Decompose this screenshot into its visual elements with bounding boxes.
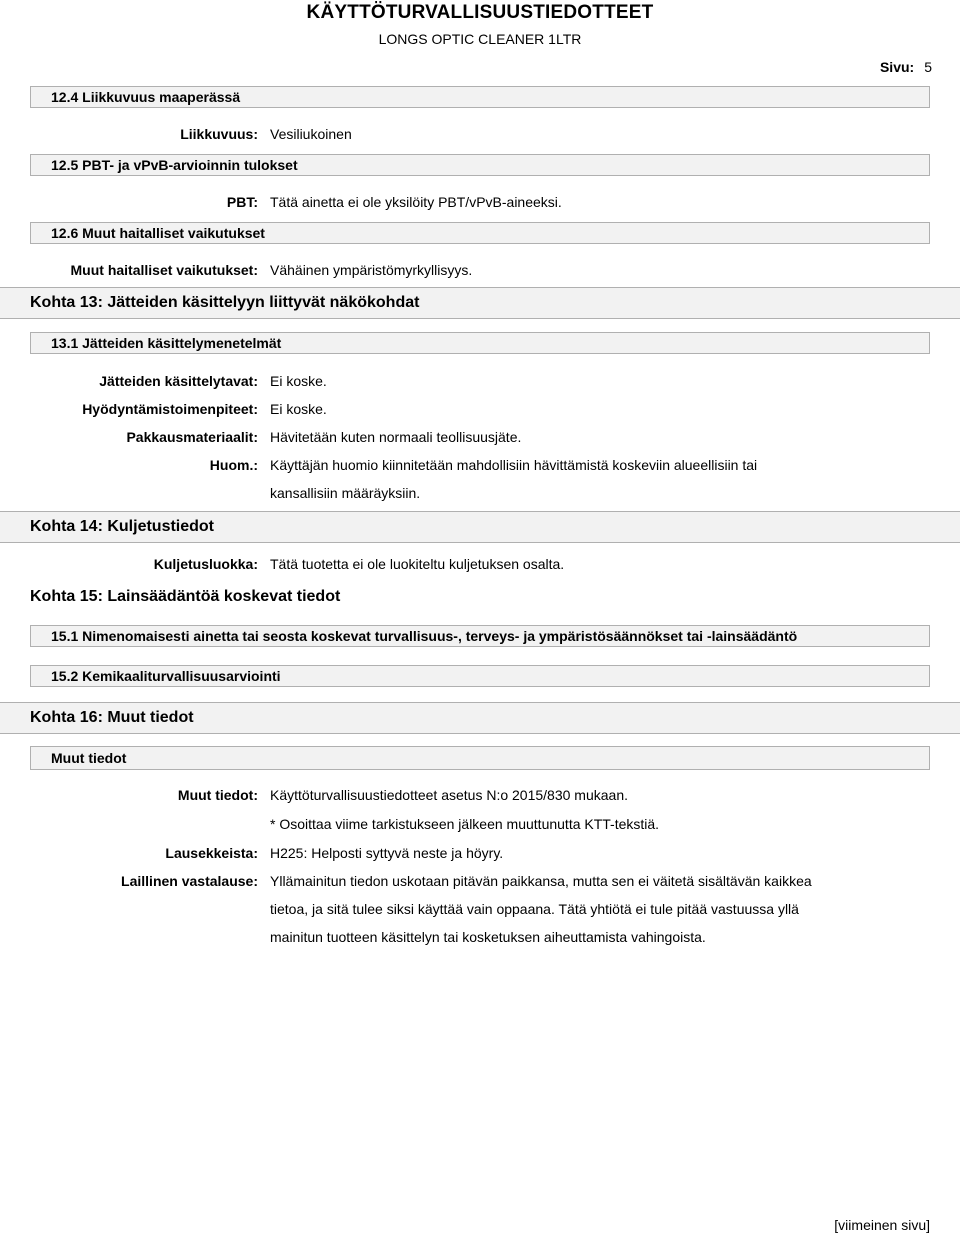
document-title: KÄYTTÖTURVALLISUUSTIEDOTTEET bbox=[306, 2, 654, 23]
product-name: LONGS OPTIC CLEANER 1LTR bbox=[378, 31, 582, 47]
recovery-label: Hyödyntämistoimenpiteet: bbox=[82, 401, 258, 417]
subsection-12-5-heading: 12.5 PBT- ja vPvB-arvioinnin tulokset bbox=[30, 154, 930, 176]
footer-last-page: [viimeinen sivu] bbox=[834, 1217, 930, 1233]
transport-value: Tätä tuotetta ei ole luokiteltu kuljetuksen osalta. bbox=[270, 556, 565, 572]
page-number: 5 bbox=[924, 59, 932, 75]
packaging-label: Pakkausmateriaalit: bbox=[126, 429, 258, 445]
section-13-heading: Kohta 13: Jätteiden käsittelyyn liittyvät näkökohdat bbox=[0, 287, 960, 319]
legal-label: Laillinen vastalause: bbox=[121, 873, 258, 889]
section-15-heading: Kohta 15: Lainsäädäntöä koskevat tiedot bbox=[30, 588, 341, 605]
subsection-12-4-heading: 12.4 Liikkuvuus maaperässä bbox=[30, 86, 930, 108]
other-info-label: Muut tiedot: bbox=[177, 787, 258, 803]
section-14-heading: Kohta 14: Kuljetustiedot bbox=[0, 511, 960, 543]
subsection-15-1-heading: 15.1 Nimenomaisesti ainetta tai seosta koskevat turvallisuus-, terveys- ja ympäristösäännökset tai -lainsäädäntö bbox=[30, 625, 930, 647]
subsection-15-2-heading: 15.2 Kemikaaliturvallisuusarviointi bbox=[30, 665, 930, 687]
subsection-12-6-heading: 12.6 Muut haitalliset vaikutukset bbox=[30, 222, 930, 244]
section-16-heading: Kohta 16: Muut tiedot bbox=[0, 702, 960, 734]
phrases-label: Lausekkeista: bbox=[165, 845, 258, 861]
recovery-value: Ei koske. bbox=[270, 401, 327, 417]
legal-value: Yllämainitun tiedon uskotaan pitävän paikkansa, mutta sen ei väitetä sisältävän kaikkea tietoa, ja sitä tulee siksi käyttää vain oppaana. Tätä yhtiötä ei tule pitää vastuussa yllä mainitun tuotteen käsittelyn tai kosketuksen aiheuttamista vahingoista. bbox=[270, 873, 812, 945]
other-effects-label: Muut haitalliset vaikutukset: bbox=[70, 262, 258, 278]
page-label: Sivu: bbox=[879, 59, 915, 75]
subsection-16-heading: Muut tiedot bbox=[30, 746, 930, 770]
packaging-value: Hävitetään kuten normaali teollisuusjäte. bbox=[270, 429, 522, 445]
pbt-value: Tätä ainetta ei ole yksilöity PBT/vPvB-aineeksi. bbox=[270, 194, 562, 210]
phrases-value: H225: Helposti syttyvä neste ja höyry. bbox=[270, 845, 504, 861]
other-info-value: Käyttöturvallisuustiedotteet asetus N:o 2015/830 mukaan. bbox=[270, 787, 628, 803]
mobility-value: Vesiliukoinen bbox=[270, 126, 352, 142]
transport-label: Kuljetusluokka: bbox=[153, 556, 258, 572]
note-label: Huom.: bbox=[209, 457, 258, 473]
revision-note: * Osoittaa viime tarkistukseen jälkeen muuttunutta KTT-tekstiä. bbox=[270, 816, 660, 832]
subsection-13-1-heading: 13.1 Jätteiden käsittelymenetelmät bbox=[30, 332, 930, 354]
disposal-label: Jätteiden käsittelytavat: bbox=[99, 373, 258, 389]
note-value: Käyttäjän huomio kiinnitetään mahdollisiin hävittämistä koskeviin alueellisiin tai kansallisiin määräyksiin. bbox=[270, 457, 758, 501]
other-effects-value: Vähäinen ympäristömyrkyllisyys. bbox=[270, 262, 473, 278]
disposal-value: Ei koske. bbox=[270, 373, 327, 389]
pbt-label: PBT: bbox=[226, 194, 258, 210]
mobility-label: Liikkuvuus: bbox=[180, 126, 258, 142]
page-indicator bbox=[880, 59, 932, 75]
